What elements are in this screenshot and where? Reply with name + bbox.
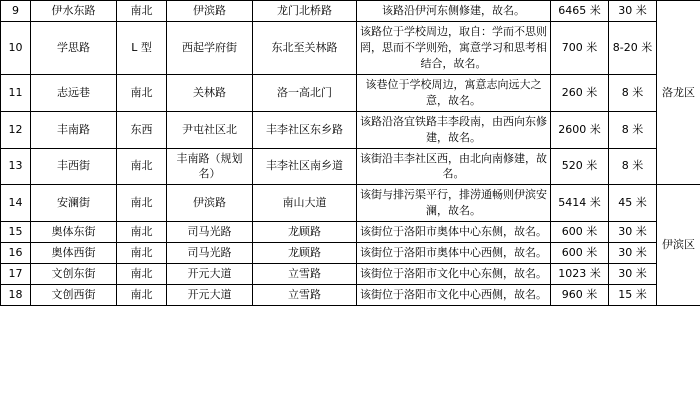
table-row (1, 285, 700, 306)
cell-start: 丰南路（规划名） (167, 148, 253, 185)
cell-direction: 南北 (117, 185, 167, 222)
cell-length: 260 米 (551, 74, 609, 111)
table-row (1, 185, 700, 222)
area-label: 洛龙区 (662, 85, 695, 99)
cell-end: 龙门北桥路 (253, 1, 357, 22)
table-row (1, 111, 700, 148)
cell-reason: 该街位于洛阳市文化中心东侧，故名。 (357, 264, 551, 285)
cell-start: 开元大道 (167, 285, 253, 306)
cell-start: 开元大道 (167, 264, 253, 285)
cell-end: 东北至关林路 (253, 21, 357, 74)
cell-reason: 该街位于洛阳市奥体中心西侧，故名。 (357, 243, 551, 264)
cell-direction: 南北 (117, 285, 167, 306)
cell-road-name: 志远巷 (31, 74, 117, 111)
cell-width: 8 米 (609, 111, 657, 148)
table-row (1, 264, 700, 285)
cell-direction: 南北 (117, 74, 167, 111)
table-row (1, 243, 700, 264)
cell-road-name: 文创东街 (31, 264, 117, 285)
cell-length: 5414 米 (551, 185, 609, 222)
cell-length: 600 米 (551, 243, 609, 264)
cell-width: 30 米 (609, 243, 657, 264)
cell-road-name: 奥体西街 (31, 243, 117, 264)
cell-direction: 南北 (117, 1, 167, 22)
cell-index: 12 (1, 111, 31, 148)
cell-end: 龙顾路 (253, 243, 357, 264)
cell-road-name: 文创西街 (31, 285, 117, 306)
cell-width: 30 米 (609, 222, 657, 243)
cell-area-yibin (657, 185, 700, 306)
cell-index: 10 (1, 21, 31, 74)
cell-road-name: 伊水东路 (31, 1, 117, 22)
cell-end: 丰李社区东乡路 (253, 111, 357, 148)
cell-length: 600 米 (551, 222, 609, 243)
cell-index: 11 (1, 74, 31, 111)
cell-reason: 该街沿丰李社区西，由北向南修建，故名。 (357, 148, 551, 185)
cell-end: 丰李社区南乡道 (253, 148, 357, 185)
cell-index: 15 (1, 222, 31, 243)
cell-road-name: 学思路 (31, 21, 117, 74)
cell-road-name: 安澜街 (31, 185, 117, 222)
cell-area-luolong (657, 1, 700, 185)
cell-start: 司马光路 (167, 222, 253, 243)
cell-end: 南山大道 (253, 185, 357, 222)
table-row (1, 222, 700, 243)
cell-reason: 该路沿伊河东侧修建，故名。 (357, 1, 551, 22)
cell-length: 2600 米 (551, 111, 609, 148)
cell-end: 洛一高北门 (253, 74, 357, 111)
cell-width: 15 米 (609, 285, 657, 306)
cell-length: 6465 米 (551, 1, 609, 22)
cell-width: 30 米 (609, 1, 657, 22)
table-row (1, 74, 700, 111)
cell-direction: L 型 (117, 21, 167, 74)
cell-length: 960 米 (551, 285, 609, 306)
cell-reason: 该路沿洛宜铁路丰李段南，由西向东修建，故名。 (357, 111, 551, 148)
cell-index: 16 (1, 243, 31, 264)
cell-end: 立雪路 (253, 285, 357, 306)
cell-reason: 该街与排污渠平行，排涝通畅则伊滨安澜，故名。 (357, 185, 551, 222)
cell-start: 关林路 (167, 74, 253, 111)
cell-start: 尹屯社区北 (167, 111, 253, 148)
cell-road-name: 奥体东街 (31, 222, 117, 243)
cell-end: 立雪路 (253, 264, 357, 285)
cell-width: 8 米 (609, 148, 657, 185)
cell-direction: 南北 (117, 148, 167, 185)
cell-start: 司马光路 (167, 243, 253, 264)
cell-reason: 该街位于洛阳市奥体中心东侧，故名。 (357, 222, 551, 243)
cell-index: 17 (1, 264, 31, 285)
cell-length: 700 米 (551, 21, 609, 74)
cell-index: 9 (1, 1, 31, 22)
cell-width: 8 米 (609, 74, 657, 111)
cell-index: 14 (1, 185, 31, 222)
table-row (1, 148, 700, 185)
cell-direction: 南北 (117, 243, 167, 264)
cell-direction: 南北 (117, 264, 167, 285)
cell-reason: 该巷位于学校周边，寓意志向远大之意，故名。 (357, 74, 551, 111)
cell-index: 18 (1, 285, 31, 306)
table-row (1, 21, 700, 74)
area-label: 伊滨区 (662, 238, 695, 252)
cell-start: 伊滨路 (167, 185, 253, 222)
cell-road-name: 丰西街 (31, 148, 117, 185)
cell-length: 520 米 (551, 148, 609, 185)
cell-index: 13 (1, 148, 31, 185)
cell-width: 45 米 (609, 185, 657, 222)
cell-width: 30 米 (609, 264, 657, 285)
cell-reason: 该路位于学校周边，取自：学而不思则罔，思而不学则殆，寓意学习和思考相结合，故名。 (357, 21, 551, 74)
cell-length: 1023 米 (551, 264, 609, 285)
cell-width: 8-20 米 (609, 21, 657, 74)
cell-reason: 该街位于洛阳市文化中心西侧，故名。 (357, 285, 551, 306)
cell-road-name: 丰南路 (31, 111, 117, 148)
cell-direction: 东西 (117, 111, 167, 148)
cell-start: 西起学府街 (167, 21, 253, 74)
table-row (1, 1, 700, 22)
cell-end: 龙顾路 (253, 222, 357, 243)
cell-direction: 南北 (117, 222, 167, 243)
cell-start: 伊滨路 (167, 1, 253, 22)
